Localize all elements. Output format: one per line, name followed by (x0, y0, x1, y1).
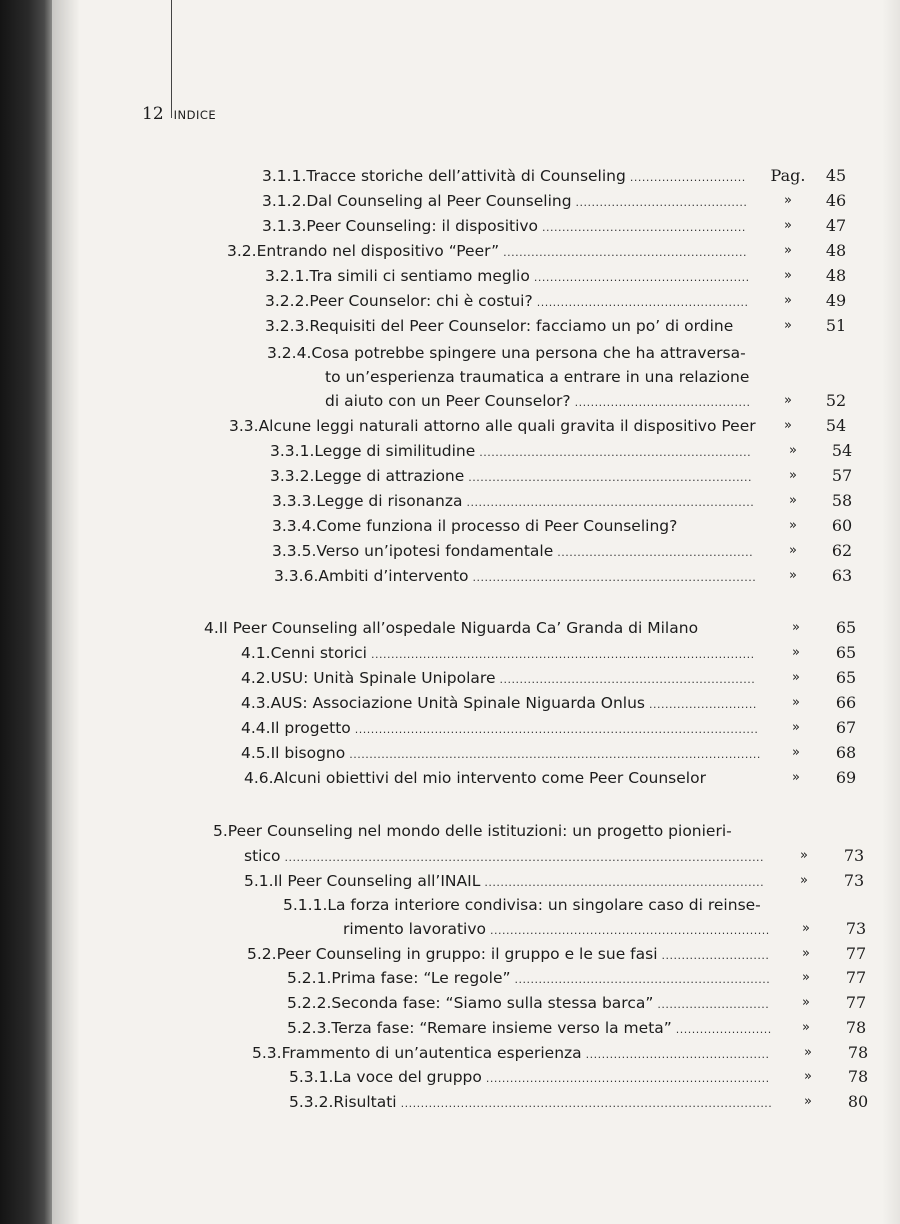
toc-entry-title: Peer Counselor: chi è costui? (309, 292, 533, 310)
dot-leader: ........................................................................................................................ (280, 851, 765, 864)
toc-entry-number: 3.1.3. (262, 217, 307, 235)
toc-entry-number: 5.1.1. (283, 896, 328, 914)
toc-entry (343, 918, 770, 940)
toc-page-number: 78 (847, 1043, 869, 1062)
ditto-mark: » (792, 720, 800, 735)
toc-entry-number: 3.1.2. (262, 192, 307, 210)
toc-entry-number: 3.2.3. (265, 317, 310, 335)
scan-binding-shadow (0, 0, 52, 1224)
toc-entry (289, 1091, 772, 1113)
dot-leader: ............................................ (570, 396, 751, 409)
toc-entry-title: Peer Counseling: il dispositivo (306, 217, 539, 235)
toc-page-number: 67 (835, 718, 857, 737)
toc-entry (272, 490, 754, 512)
toc-entry-title: Tra simili ci sentiamo meglio (309, 267, 530, 285)
dot-leader: ....................................................................... (481, 1072, 770, 1085)
toc-entry (270, 465, 752, 487)
toc-entry (283, 894, 761, 916)
ditto-mark: » (784, 293, 792, 308)
toc-entry (229, 415, 756, 437)
toc-entry-number: 4.2. (241, 669, 271, 687)
dot-leader: ....................................................................... (464, 471, 753, 484)
toc-page-number: 73 (845, 919, 867, 938)
toc-entry-number: 4.3. (241, 694, 271, 712)
toc-entry-title: Frammento di un’autentica esperienza (281, 1044, 582, 1062)
dot-leader: ............................. (625, 171, 746, 184)
toc-entry-title: to un’esperienza traumatica a entrare in una relazione (325, 368, 750, 386)
toc-entry (262, 190, 747, 212)
toc-entry-number: 4.5. (241, 744, 271, 762)
toc-entry-number: 5.1. (244, 872, 274, 890)
toc-entry-title: Verso un’ipotesi fondamentale (316, 542, 554, 560)
ditto-mark: » (792, 770, 800, 785)
running-head (142, 103, 216, 125)
toc-entry-title: Cosa potrebbe spingere una persona che ha attraversa- (311, 344, 746, 362)
toc-entry (244, 767, 706, 789)
toc-entry (287, 992, 769, 1014)
toc-page-number: 46 (825, 191, 847, 210)
dot-leader: ................................................................................................ (366, 648, 755, 661)
toc-entry (244, 845, 764, 867)
ditto-mark: » (784, 393, 792, 408)
dot-leader: ............................ (653, 998, 770, 1011)
ditto-mark: » (804, 1094, 812, 1109)
dot-leader: ...................................................................... (486, 924, 770, 937)
toc-entry (325, 366, 749, 388)
dot-leader: ........................................... (571, 196, 748, 209)
toc-entry-title: Alcuni obiettivi del mio intervento come Peer Counselor (273, 769, 706, 787)
toc-entry (241, 667, 755, 689)
toc-page-number: 69 (835, 768, 857, 787)
toc-entry (272, 540, 753, 562)
toc-entry (241, 742, 761, 764)
ditto-mark: » (802, 995, 810, 1010)
toc-page-number: 54 (825, 416, 847, 435)
ditto-mark: » (789, 518, 797, 533)
toc-page-number: 52 (825, 391, 847, 410)
toc-page-number: 77 (845, 968, 867, 987)
toc-entry-title: Legge di risonanza (316, 492, 463, 510)
toc-entry-number: 3.3.2. (270, 467, 315, 485)
toc-page-number: 77 (845, 993, 867, 1012)
toc-entry-number: 3.2.2. (265, 292, 310, 310)
dot-leader: ........................................................................ (462, 496, 755, 509)
toc-entry (241, 642, 755, 664)
toc-entry-title: Dal Counseling al Peer Counseling (306, 192, 572, 210)
toc-entry-title: La voce del gruppo (333, 1068, 482, 1086)
toc-entry-title: Tracce storiche dell’attività di Counseling (306, 167, 626, 185)
toc-entry (265, 315, 733, 337)
dot-leader: ..................................................................................................... (350, 723, 759, 736)
toc-entry (289, 1066, 770, 1088)
dot-leader: .................................................................... (475, 446, 752, 459)
ditto-mark: » (802, 970, 810, 985)
ditto-mark: » (792, 645, 800, 660)
toc-entry (262, 215, 746, 237)
toc-entry (252, 1042, 770, 1064)
toc-entry-number: 4. (204, 619, 219, 637)
ditto-mark: » (784, 268, 792, 283)
toc-page-number: 66 (835, 693, 857, 712)
ditto-mark: » (804, 1069, 812, 1084)
toc-page-number: 51 (825, 316, 847, 335)
toc-entry-number: 3.2.4. (267, 344, 312, 362)
toc-entry-number: 3.2.1. (265, 267, 310, 285)
dot-leader: ............................................................. (499, 246, 747, 259)
toc-page-number: 60 (831, 516, 853, 535)
toc-entry (270, 440, 751, 462)
toc-entry-title: rimento lavorativo (343, 920, 486, 938)
toc-entry-title: Risultati (333, 1093, 397, 1111)
toc-entry-title: Legge di similitudine (314, 442, 476, 460)
ditto-mark: » (789, 468, 797, 483)
dot-leader: ....................................................................... (468, 571, 757, 584)
ditto-mark: » (792, 745, 800, 760)
toc-page-number: 65 (835, 643, 857, 662)
toc-page-number: 62 (831, 541, 853, 560)
toc-entry-title: di aiuto con un Peer Counselor? (325, 392, 571, 410)
toc-entry-number: 4.6. (244, 769, 274, 787)
toc-entry-number: 5.2.2. (287, 994, 332, 1012)
toc-page-number: 78 (845, 1018, 867, 1037)
toc-entry-title: AUS: Associazione Unità Spinale Niguarda Onlus (270, 694, 645, 712)
toc-page-number: 73 (843, 846, 865, 865)
toc-entry-number: 5. (213, 822, 228, 840)
ditto-mark: » (802, 946, 810, 961)
toc-entry (241, 717, 758, 739)
toc-entry (265, 265, 750, 287)
toc-entry (265, 290, 749, 312)
toc-page-number: 78 (847, 1067, 869, 1086)
ditto-mark: » (792, 670, 800, 685)
toc-entry (287, 967, 770, 989)
dot-leader: ................................................... (538, 221, 746, 234)
toc-page-number: 65 (835, 618, 857, 637)
ditto-mark: » (802, 1020, 810, 1035)
toc-entry-number: 4.4. (241, 719, 271, 737)
toc-entry-title: Terza fase: “Remare insieme verso la meta” (331, 1019, 672, 1037)
ditto-mark: » (789, 493, 797, 508)
ditto-mark: » (784, 318, 792, 333)
toc-entry-number: 3.2. (227, 242, 257, 260)
page-label: Pag. (770, 166, 806, 185)
ditto-mark: » (784, 243, 792, 258)
toc-entry-number: 3.3.6. (274, 567, 319, 585)
toc-entry-title: Entrando nel dispositivo “Peer” (256, 242, 500, 260)
dot-leader: ........................ (671, 1023, 772, 1036)
dot-leader: ........................... (645, 698, 757, 711)
toc-entry-title: Il Peer Counseling all’INAIL (273, 872, 481, 890)
toc-entry-number: 5.3.2. (289, 1093, 334, 1111)
toc-entry-title: Seconda fase: “Siamo sulla stessa barca” (331, 994, 654, 1012)
toc-entry-number: 3.3.5. (272, 542, 317, 560)
toc-page-number: 73 (843, 871, 865, 890)
toc-entry-title: Il bisogno (270, 744, 346, 762)
toc-entry-title: Requisiti del Peer Counselor: facciamo un po’ di ordine (309, 317, 734, 335)
dot-leader: ....................................................................................................... (345, 748, 761, 761)
toc-entry (247, 943, 769, 965)
dot-leader: ................................................................ (510, 973, 771, 986)
toc-entry-number: 3.3. (229, 417, 259, 435)
toc-entry (227, 240, 747, 262)
toc-page-number: 58 (831, 491, 853, 510)
dot-leader: ........................... (657, 949, 770, 962)
toc-entry-number: 5.3. (252, 1044, 282, 1062)
toc-page-number: 54 (831, 441, 853, 460)
toc-page-number: 47 (825, 216, 847, 235)
ditto-mark: » (789, 568, 797, 583)
ditto-mark: » (792, 620, 800, 635)
dot-leader: ............................................................................................. (396, 1097, 773, 1110)
toc-entry-number: 4.1. (241, 644, 271, 662)
ditto-mark: » (784, 418, 792, 433)
dot-leader: ................................................. (553, 546, 754, 559)
toc-entry (274, 565, 756, 587)
toc-entry-title: Cenni storici (270, 644, 367, 662)
ditto-mark: » (784, 193, 792, 208)
toc-entry (287, 1017, 772, 1039)
toc-page-number: 63 (831, 566, 853, 585)
toc-entry-title: Legge di attrazione (314, 467, 465, 485)
toc-entry-title: Peer Counseling nel mondo delle istituzioni: un progetto pionieri- (227, 822, 732, 840)
ditto-mark: » (802, 921, 810, 936)
toc-page-number: 80 (847, 1092, 869, 1111)
ditto-mark: » (792, 695, 800, 710)
toc-entry-number: 5.2. (247, 945, 277, 963)
toc-page-number: 48 (825, 266, 847, 285)
page-fold-shadow (52, 0, 80, 1224)
ditto-mark: » (804, 1045, 812, 1060)
toc-entry (272, 515, 677, 537)
dot-leader: ...................................................................... (480, 876, 765, 889)
toc-entry-number: 3.3.4. (272, 517, 317, 535)
dot-leader: ................................................................ (495, 673, 756, 686)
toc-page-number: 49 (825, 291, 847, 310)
page-right-edge (882, 0, 900, 1224)
toc-entry (262, 165, 746, 187)
header-rule (171, 0, 172, 118)
toc-entry (244, 870, 764, 892)
toc-entry-title: Come funziona il processo di Peer Counseling? (316, 517, 678, 535)
page-number: 12 (142, 104, 164, 124)
toc-entry (213, 820, 732, 842)
dot-leader: ..................................................... (532, 296, 749, 309)
toc-entry-title: Peer Counseling in gruppo: il gruppo e le sue fasi (276, 945, 658, 963)
ditto-mark: » (800, 873, 808, 888)
toc-page-number: 57 (831, 466, 853, 485)
toc-page-number: 77 (845, 944, 867, 963)
toc-entry-title: Il Peer Counseling all’ospedale Niguarda Ca’ Granda di Milano (218, 619, 699, 637)
toc-entry (267, 342, 746, 364)
toc-entry-title: USU: Unità Spinale Unipolare (270, 669, 496, 687)
toc-entry (204, 617, 698, 639)
ditto-mark: » (789, 443, 797, 458)
toc-entry-title: stico (244, 847, 281, 865)
ditto-mark: » (789, 543, 797, 558)
toc-page-number: 68 (835, 743, 857, 762)
toc-page-number: 45 (825, 166, 847, 185)
toc-entry (325, 390, 751, 412)
toc-entry (241, 692, 757, 714)
dot-leader: .............................................. (581, 1048, 770, 1061)
section-title: INDICE (173, 108, 217, 122)
toc-entry-number: 5.3.1. (289, 1068, 334, 1086)
dot-leader: ...................................................... (529, 271, 750, 284)
ditto-mark: » (800, 848, 808, 863)
toc-entry-number: 5.2.3. (287, 1019, 332, 1037)
toc-entry-title: La forza interiore condivisa: un singolare caso di reinse- (327, 896, 761, 914)
toc-entry-title: Alcune leggi naturali attorno alle quali gravita il dispositivo Peer (258, 417, 756, 435)
toc-entry-number: 3.3.3. (272, 492, 317, 510)
toc-page-number: 65 (835, 668, 857, 687)
toc-entry-number: 3.1.1. (262, 167, 307, 185)
toc-entry-number: 3.3.1. (270, 442, 315, 460)
toc-page-number: 48 (825, 241, 847, 260)
ditto-mark: » (784, 218, 792, 233)
toc-entry-title: Prima fase: “Le regole” (331, 969, 511, 987)
toc-entry-title: Il progetto (270, 719, 351, 737)
toc-entry-number: 5.2.1. (287, 969, 332, 987)
toc-entry-title: Ambiti d’intervento (318, 567, 469, 585)
